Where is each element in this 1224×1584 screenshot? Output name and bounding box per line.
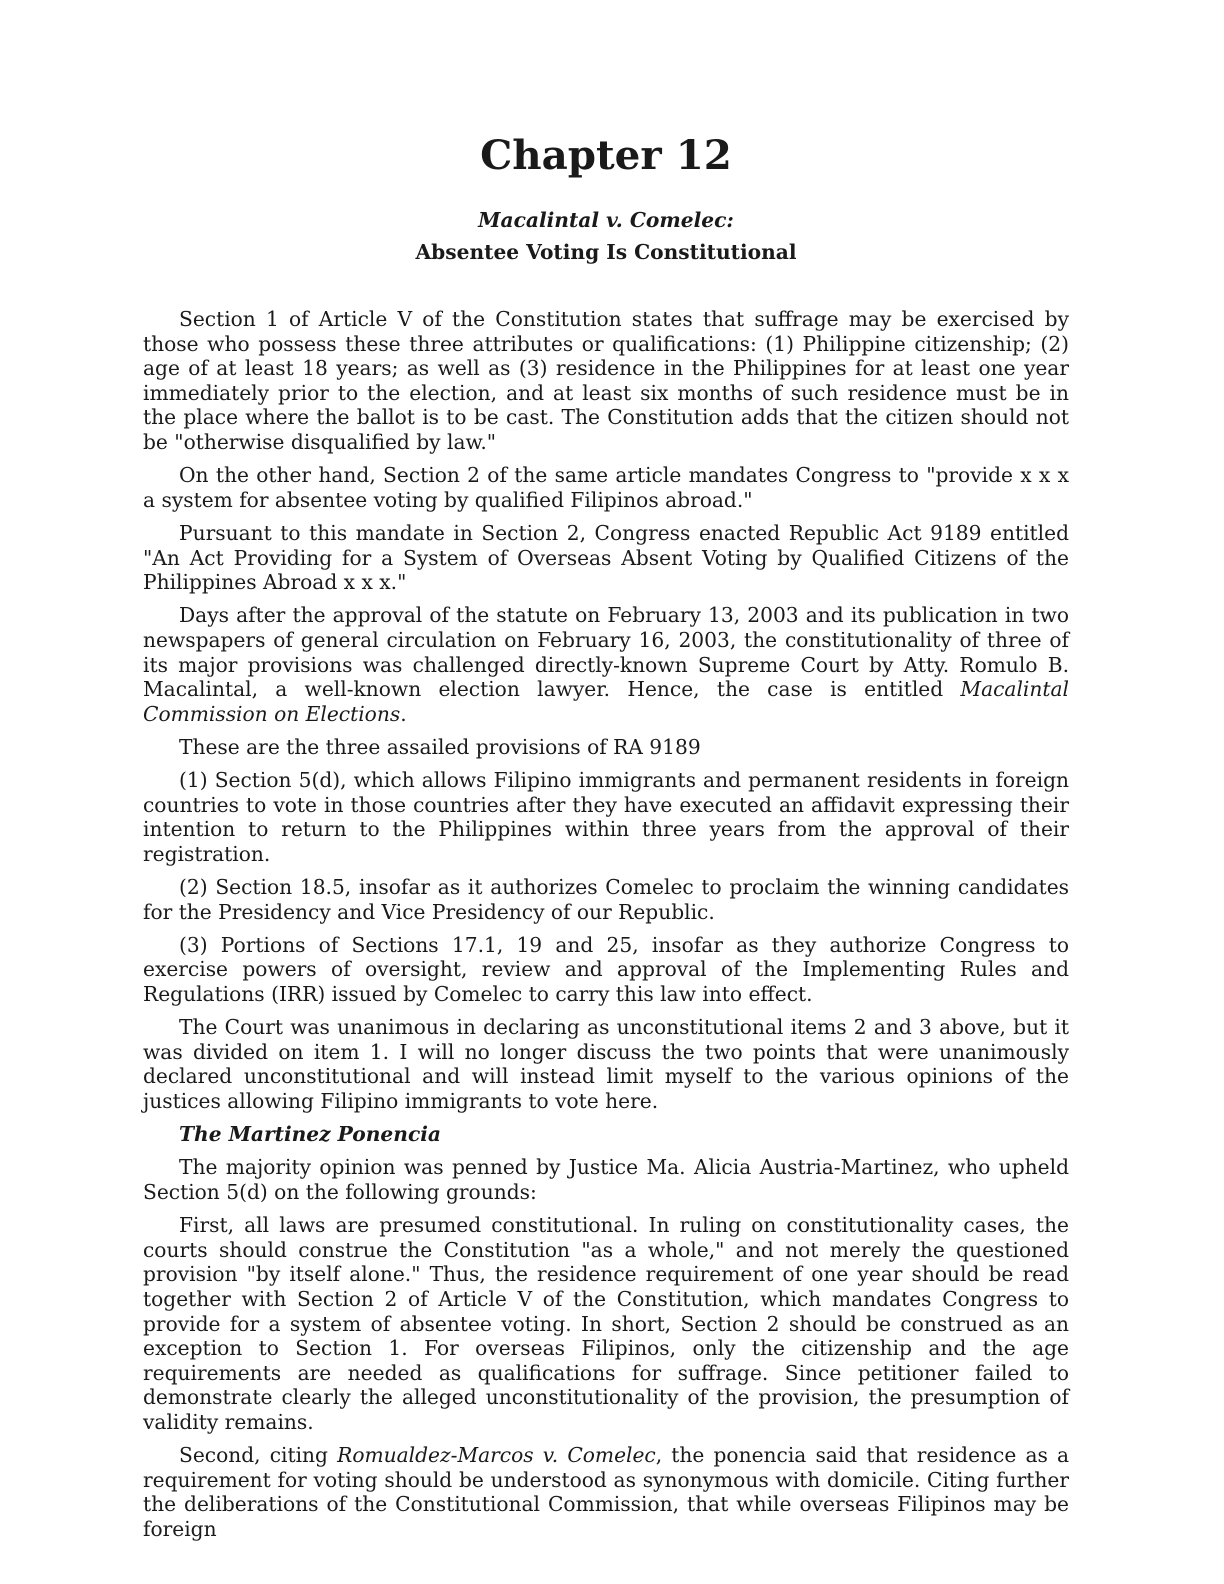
paragraph-2: On the other hand, Section 2 of the same article mandates Congress to "provide x x x a system for absentee voting by qualified Filipinos abroad." — [143, 463, 1069, 512]
provision-item-1: (1) Section 5(d), which allows Filipino immigrants and permanent residents in foreign countries to vote in those countries after they have executed an affidavit expressing their intention to return to the Philippines within three years from the approval of their registration. — [143, 768, 1069, 866]
paragraph-12 — [143, 1443, 1069, 1541]
paragraph-10: The majority opinion was penned by Justice Ma. Alicia Austria-Martinez, who upheld Section 5(d) on the following grounds: — [143, 1155, 1069, 1204]
paragraph-4-case-name: Macalintal Commission on Elections — [143, 677, 1069, 726]
paragraph-3: Pursuant to this mandate in Section 2, Congress enacted Republic Act 9189 entitled "An Act Providing for a System of Overseas Absent Voting by Qualified Citizens of the Philippines Abroad x x x." — [143, 520, 1069, 595]
paragraph-9: The Court was unanimous in declaring as unconstitutional items 2 and 3 above, but it was divided on item 1. I will no longer discuss the two points that were unanimously declared unconstitutional and will instead limit myself to the various opinions of the justices allowing Filipino immigrants to vote here. — [143, 1015, 1069, 1113]
body-text — [143, 307, 1069, 1541]
paragraph-12-text-b: , the ponencia said that residence as a requirement for voting should be understood as synonymous with domicile. Citing further the deliberations of the Constitutional Commission, that while overseas Filipinos may be foreign — [143, 1443, 1070, 1541]
case-title: Macalintal v. Comelec: — [478, 208, 734, 232]
paragraph-12-text-a: Second, citing — [179, 1443, 338, 1468]
chapter-title — [143, 204, 1069, 268]
paragraph-1: Section 1 of Article V of the Constitution states that suffrage may be exercised by those who possess these three attributes or qualifications: (1) Philippine citizenship; (2) age of at least 18 years; as well as (3) residence in the Philippines for at least one year immediately prior to the election, and at least six months of such residence must be in the place where the ballot is to be cast. The Constitution adds that the citizen should not be "otherwise disqualified by law." — [143, 307, 1069, 454]
chapter-subtitle: Absentee Voting Is Constitutional — [415, 240, 797, 264]
paragraph-12-case-name: Romualdez-Marcos v. Comelec — [337, 1443, 656, 1468]
document-page — [143, 131, 1070, 1550]
paragraph-11: First, all laws are presumed constitutional. In ruling on constitutionality cases, the courts should construe the Constitution "as a whole," and not merely the questioned provision "by itself alone." Thus, the residence requirement of one year should be read together with Section 2 of Article V of the Constitution, which mandates Congress to provide for a system of absentee voting. In short, Section 2 should be construed as an exception to Section 1. For overseas Filipinos, only the citizenship and the age requirements are needed as qualifications for suffrage. Since petitioner failed to demonstrate clearly the alleged unconstitutionality of the provision, the presumption of validity remains. — [143, 1213, 1069, 1434]
paragraph-4-text-b: . — [400, 701, 407, 726]
provision-item-3: (3) Portions of Sections 17.1, 19 and 25, insofar as they authorize Congress to exercise powers of oversight, review and approval of the Implementing Rules and Regulations (IRR) issued by Comelec to carry this law into effect. — [143, 932, 1069, 1006]
chapter-heading: Chapter 12 — [480, 131, 732, 179]
paragraph-4-text-a: Days after the approval of the statute on February 13, 2003 and its publication in two newspapers of general circulation on February 16, 2003, the constitutionality of three of its major provisions was challenged directly-known Supreme Court by Atty. Romulo B. Macalintal, a well-known election lawyer. Hence, the case is entitled — [143, 603, 1069, 702]
paragraph-4 — [143, 603, 1069, 726]
paragraph-5: These are the three assailed provisions of RA 9189 — [179, 734, 701, 759]
provision-item-2: (2) Section 18.5, insofar as it authorizes Comelec to proclaim the winning candidates for the Presidency and Vice Presidency of our Republic. — [143, 875, 1069, 924]
section-heading: The Martinez Ponencia — [179, 1122, 441, 1147]
